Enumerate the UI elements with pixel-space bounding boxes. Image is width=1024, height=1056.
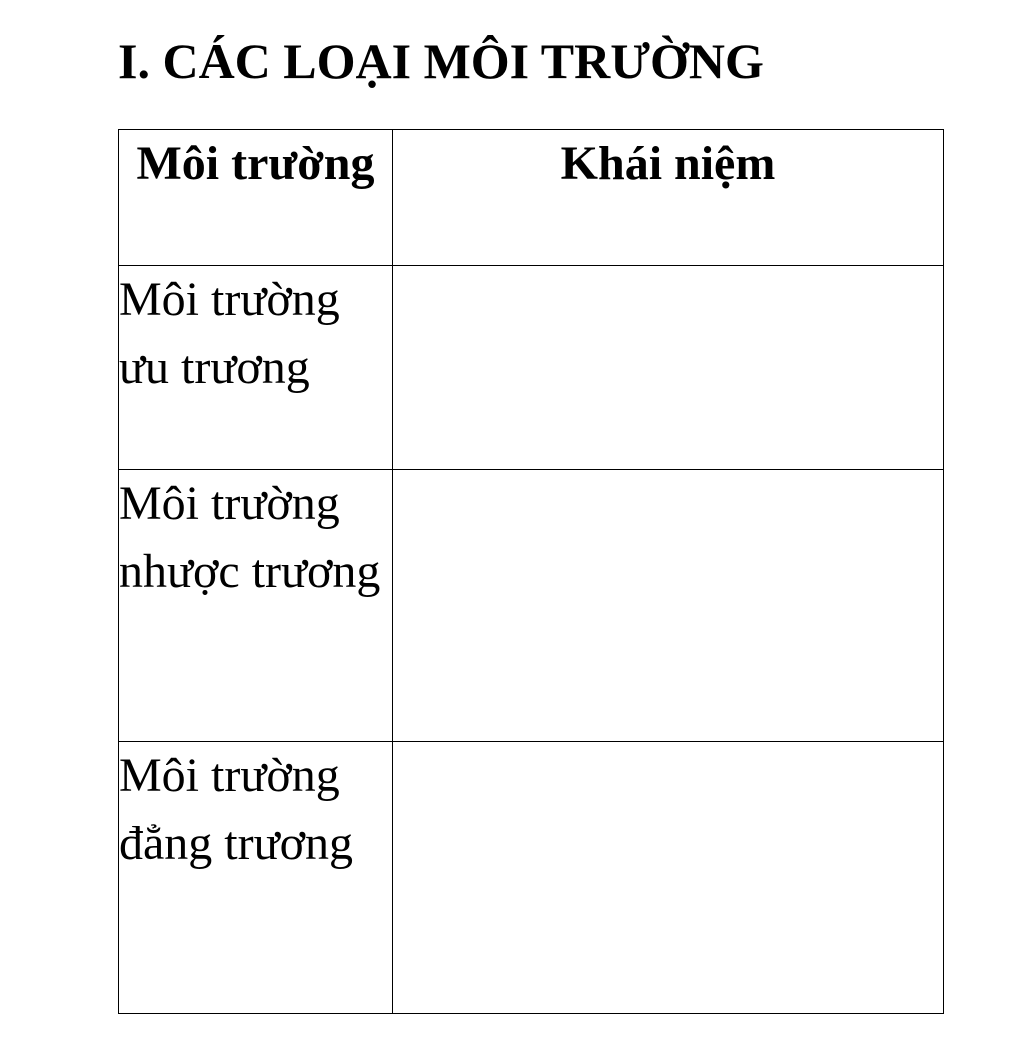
concept-cell[interactable]: [393, 470, 944, 742]
section-title: I. CÁC LOẠI MÔI TRƯỜNG: [118, 33, 764, 89]
concept-cell[interactable]: [393, 742, 944, 1014]
header-environment-label: Môi trường: [136, 137, 375, 190]
environment-name: Môi trường nhược trương: [119, 477, 381, 598]
environment-cell: [119, 266, 393, 470]
table-row: [119, 742, 944, 1014]
header-environment: [119, 130, 393, 266]
environment-name: Môi trường đẳng trương: [119, 749, 354, 870]
header-concept: [393, 130, 944, 266]
environment-cell: [119, 742, 393, 1014]
header-concept-label: Khái niệm: [560, 137, 776, 190]
environment-table: [118, 129, 944, 1014]
table-header-row: [119, 130, 944, 266]
table-row: [119, 470, 944, 742]
concept-cell[interactable]: [393, 266, 944, 470]
table-row: [119, 266, 944, 470]
environment-cell: [119, 470, 393, 742]
environment-name: Môi trường ưu trương: [119, 273, 340, 394]
